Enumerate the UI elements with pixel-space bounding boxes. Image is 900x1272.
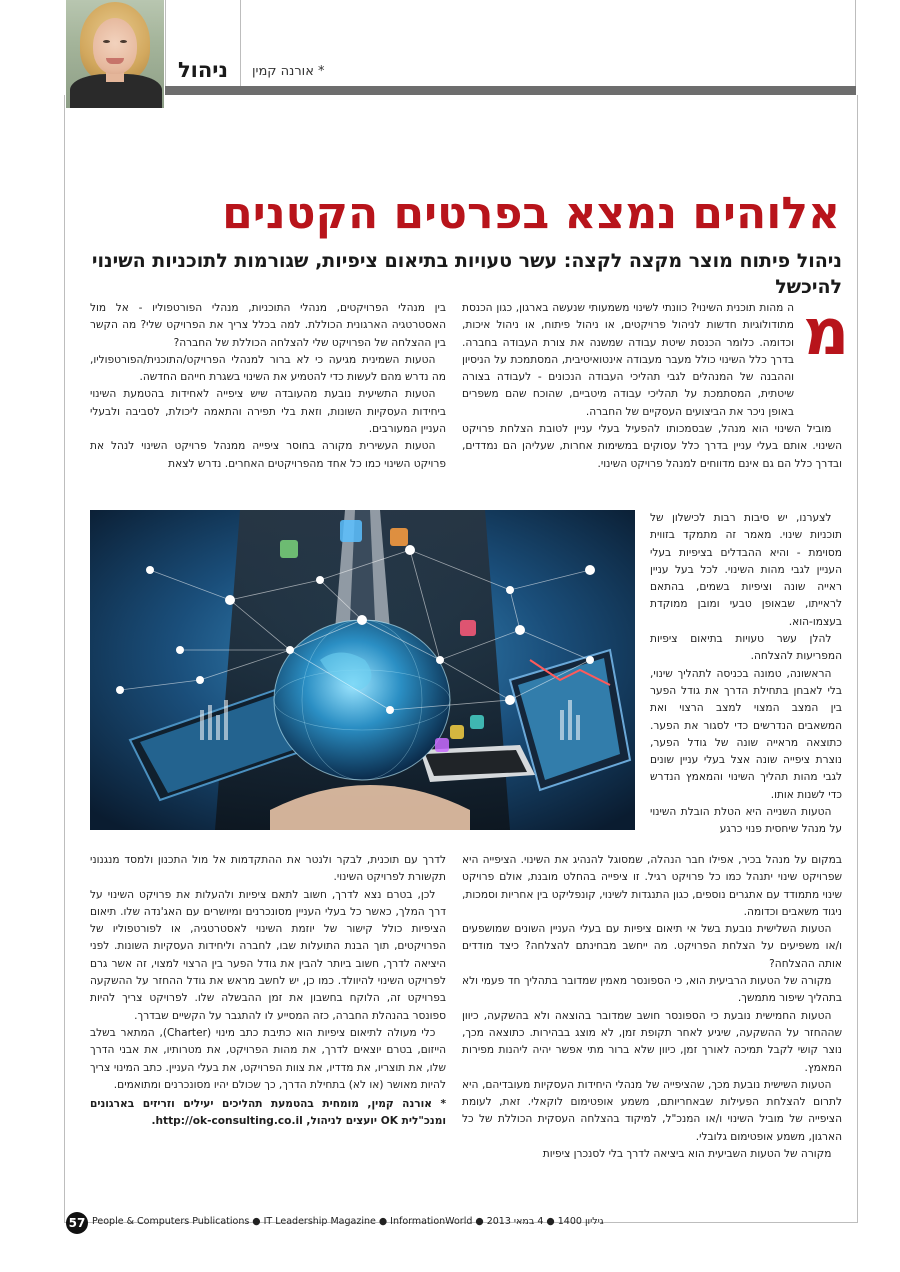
article-illustration <box>90 510 635 830</box>
section-title: ניהול <box>177 58 229 82</box>
column-right-bottom <box>462 852 842 1163</box>
footer-text: People & Computers Publications ● IT Leadership Magazine ● InformationWorld ● 2013 גיליון 1400 ● 4 במאי <box>92 1216 604 1227</box>
header-divider <box>240 0 241 86</box>
paragraph: הטעות השמינית מגיעה כי לא ברור למנהלי הפרויקט/התוכנית/הפורטפוליו, מה נדרש מהם לעשות כדי להטמיע את השינוי בשגרת חייהם החדשה. <box>90 353 446 384</box>
paragraph: מקורה של הטעות השביעית הוא ביציאה לדרך בלי לסנכרן ציפיות <box>542 1148 832 1161</box>
author-photo <box>66 0 164 108</box>
paragraph: בין מנהלי הפרויקטים, מנהלי התוכניות, מנהלי הפורטפוליו - אל מול האסטרטגיה הארגונית הכוללת. למה בכלל צריך את הפרויקט שלי? מה הקשר בין ההצלחה של הפרויקט שלי להצלחה הכוללת של החברה? <box>90 302 446 349</box>
paragraph: הטעות השלישית נובעת בשל אי תיאום ציפיות עם בעלי העניין השונים שמושפעים ו/או משפיעים על הצלחת הפרויקט. מה ייחשב מבחינתם להצלחה? כיצד מודדים אותה ההצלחה? <box>462 923 842 970</box>
column-left-bottom <box>90 852 446 1131</box>
paragraph: הטעות התשיעית נובעת מהעובדה שיש ציפייה לאחידות בהטמעת השינוי ביחידות העסקיות השונות, וזאת בלי תפירה והתאמה ליכולת, לסביבה ולבעלי העניין המעורבים. <box>90 388 446 436</box>
author-name: אורנה קמין * <box>252 64 325 79</box>
paragraph: להלן עשר טעויות בתיאום ציפיות המפריעות להצלחה. <box>650 633 842 663</box>
paragraph: לכן, בטרם נצא לדרך, חשוב לתאם ציפיות ולהעלות את פרויקט השינוי על דרך המלך, כאשר כל בעלי העניין מסונכרנים ומיושרים עם האג'נדה שלו. תיאום הציפיות כולל קישור של יוזמת השינוי לאסטרטגיה, או לפורטפוליו של הפרויקטים, תוך הבנת התועלות שבו, לחברה וליחידות העסקיות השונות. לפני היציאה לדרך, חשוב ביותר להבין את גודל הפער בין הרצוי למצוי, זה אשר גרם לפרויקט השינוי להיוולד. כמו כן, יש לחשב מראש את גודל ההחזר על ההשקעה בפרויקט זה, הלוקח בחשבון את זמן ההבשלה שלו. לפרויקט צריך להיות ספונסר בהנהלת החברה, כזה המסייע לו להתגבר על הקשיים שבדרך. <box>90 888 446 1022</box>
header-bar <box>165 86 856 95</box>
paragraph: מוביל השינוי הוא מנהל, שבסמכותו להפעיל בעלי עניין לטובת הצלחת פרויקט השינוי. אותם בעלי עניין בדרך כלל עסוקים במשימות אחרות, שעליהן הם נמדדים, ובדרך כלל הם גם אינם מדווחים למנהל פרויקט השינוי. <box>462 423 842 470</box>
column-right-narrow <box>650 510 842 839</box>
paragraph: הטעות החמישית נובעת כי הספונסר חושב שמדובר בהוצאה ולא בהשקעה, כיוון שההחזר על ההשקעה, שיגיע לאחר תקופת זמן, לא מוצג בבהירות. כתוצאה מכך, נוצר קושי לקבל תמיכה לאורך זמן, כיוון שלא ברור מתי אפשר יהיה ליהנות מפירות המאמץ. <box>462 1009 842 1074</box>
header-divider <box>165 0 166 86</box>
paragraph: לדרך עם תוכנית, לבקר ולנטר את ההתקדמות אל מול התכנון ולמסד מנגנוני תקשורת לפרויקט השינוי. <box>90 854 446 884</box>
paragraph: לצערנו, יש סיבות רבות לכישלון של תוכניות שינוי. מאמר זה מתמקד בזווית מסוימת - והיא ההבדלים בציפיות בעלי העניין לגבי מהות השינוי. לכל בעל עניין ראייה שונה וציפיות בשמים, בהתאם לראייתו, שבאופן טבעי ומובן ממוקדת בעצמו-הוא. <box>650 512 842 628</box>
header-divider <box>855 0 856 95</box>
paragraph: כלי מעולה לתיאום ציפיות הוא כתיבת כתב מינוי (Charter), המתאר בשלב הייזום, בטרם יוצאים לדרך, את מהות הפרויקט, את מטרותיו, את אבני הדרך שלו, את תוצריו, את מדדיו, את צוות הפרויקט, את בעלי העניין. כתב המינוי צריך להיות מאושר (או לא) בתחילת הדרך, כך שכולם יהיו מסונכרנים ומתואמים. <box>90 1026 446 1091</box>
paragraph: הטעות השישית נובעת מכך, שהציפייה של מנהלי היחידות העסקיות מעובדיהם, היא לתרום להצלחת הפעילות שבאחריותם, משמע אופטימום לוקאלי. זאת, לעומת הציפייה של מוביל השינוי ו/או המנכ"ל, למיקוד בהצלחה העסקית הכוללת של כל הארגון, משמע אופטימום גלובלי. <box>462 1078 842 1143</box>
paragraph: במקום על מנהל בכיר, אפילו חבר הנהלה, שמסוגל להנהיג את השינוי. הציפייה היא שפרויקט שינוי יתנהל כמו כל פרויקט רגיל. זו ציפייה בהחלט מובנת, אולם פרויקט שינוי מתמודד עם אתגרים נוספים, כגון התנגדות לשינוי, קונפליקט בין אחריות וסמכות, ניגוד משאבים וכדומה. <box>462 854 842 918</box>
drop-cap: מ <box>803 296 850 370</box>
article-title: אלוהים נמצא בפרטים הקטנים <box>222 188 840 239</box>
paragraph: ה מהות תוכנית השינוי? כוונתי לשינוי משמעותי שנעשה בארגון, כגון הכנסת מתודולוגיות חדשות לניהול פרויקטים, או ניהול פיתוח, או ניהול איכות, וכדומה. כלומר הכנסת שיטת עבודה שמשנה את צורת העבודה בחברה. בדרך כלל השינוי כולל מעבר מעבודה אינטואיטיבית, המסתמכת על הניסיון וההבנה של המנהלים לגבי תהליכי העבודה הנכונים - לעבודה בצורה שיטתית, המסתמכת על תהליכי עבודה מיטביים, שהוכח שהם משפרים באופן ניכר את הביצועים העסקיים של החברה. <box>462 302 794 418</box>
paragraph: מקורה של הטעות הרביעית הוא, כי הספונסר מאמין שמדובר בתהליך חד פעמי ולא בתהליך שיפור מתמשך. <box>462 975 842 1005</box>
column-left-top <box>90 300 446 473</box>
paragraph: הראשונה, טמונה בכניסה לתהליך שינוי, בלי לאבחן בתחילת הדרך את גודל הפער בין המצב המצוי למצב הרצוי ואת המשאבים הנדרשים כדי לסגור את הפער. כתוצאה מראייה שונה של גודל הפער, נוצרת ציפייה שונה אצל בעלי עניין שונים לגבי מהות תהליך השינוי והמאמץ הנדרש כדי לשנות אותו. <box>650 667 842 801</box>
paragraph: הטעות העשירית מקורה בחוסר ציפייה ממנהל פרויקט השינוי לנהל את פרויקט השינוי כמו כל אחד מהפרויקטים האחרים. נדרש לצאת <box>90 440 446 470</box>
paragraph: הטעות השנייה היא הטלת הובלת השינוי על מנהל שיחסית פנוי כרגע <box>650 806 842 836</box>
article-subtitle: ניהול פיתוח מוצר מקצה לקצה: עשר טעויות בתיאום ציפיות, שגורמות לתוכניות השינוי להיכשל <box>91 250 842 298</box>
page-footer <box>66 1212 856 1234</box>
page-number: 57 <box>66 1212 88 1234</box>
column-right-top <box>462 300 842 473</box>
author-bio: * אורנה קמין, מומחית בהטמעת תהליכים יעילים וזריזים בארגונים ומנכ"לית OK יועצים לניהול, http://ok-consulting.co.il. <box>90 1098 446 1128</box>
